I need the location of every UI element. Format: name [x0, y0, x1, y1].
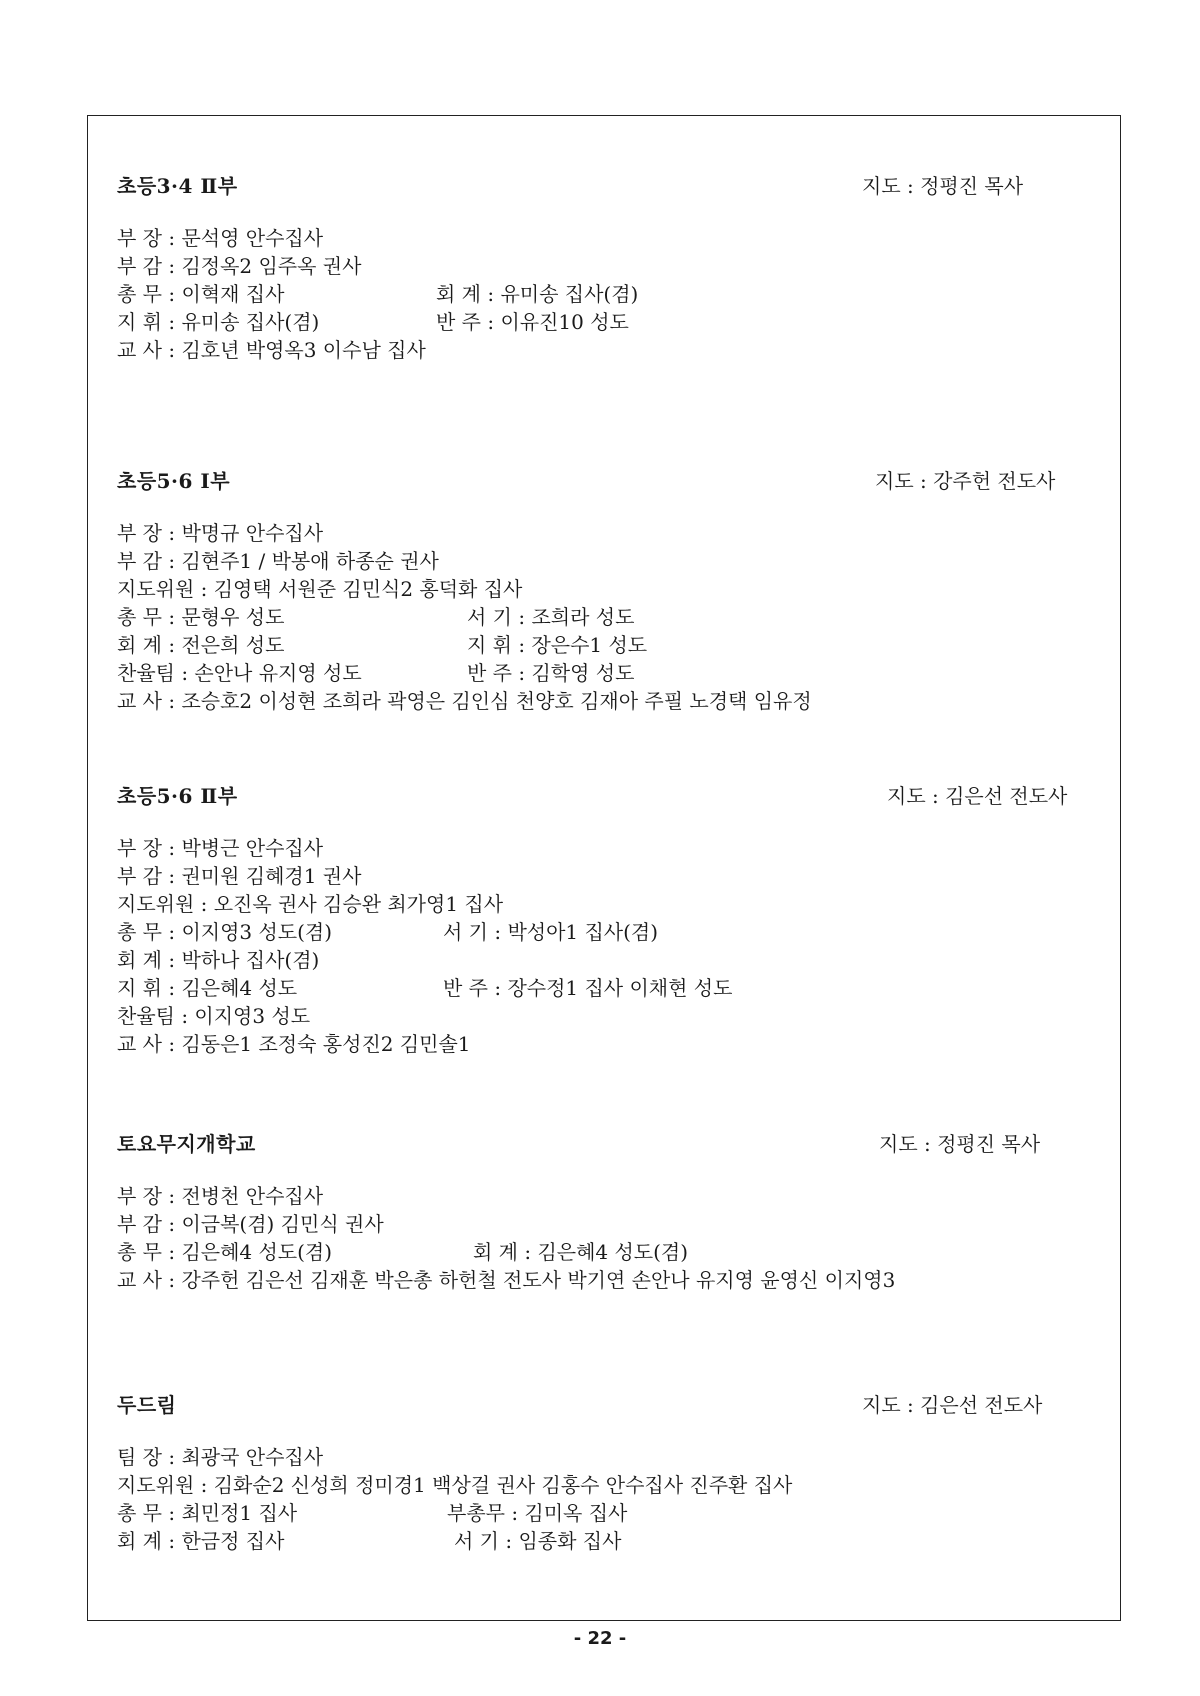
- section-title: 두드림: [117, 1393, 177, 1417]
- section-director: 지도 : 김은선 전도사: [887, 784, 1068, 808]
- member-line-left: 부 장 : 문석영 안수집사: [117, 226, 324, 250]
- member-line: [117, 1471, 792, 1499]
- member-line: [117, 659, 635, 687]
- member-line-right: 부총무 : 김미옥 집사: [447, 1501, 628, 1525]
- member-line-left: 총 무 : 이혁재 집사: [117, 282, 285, 306]
- member-line: [117, 1499, 628, 1527]
- member-line-left: 회 계 : 한금정 집사: [117, 1529, 285, 1553]
- member-line-left: 총 무 : 김은혜4 성도(겸): [117, 1240, 333, 1264]
- member-line-left: 부 감 : 김현주1 / 박봉애 하종순 권사: [117, 549, 439, 573]
- member-line: [117, 946, 319, 974]
- member-line-left: 총 무 : 최민정1 집사: [117, 1501, 298, 1525]
- member-line: [117, 252, 361, 280]
- member-line: [117, 1443, 323, 1471]
- member-line: [117, 519, 323, 547]
- member-line-left: 부 장 : 박명규 안수집사: [117, 521, 324, 545]
- member-line-left: 회 계 : 전은희 성도: [117, 633, 285, 657]
- member-line-right: 회 계 : 유미송 집사(겸): [436, 282, 639, 306]
- member-line-left: 부 감 : 권미원 김혜경1 권사: [117, 864, 362, 888]
- section-director: 지도 : 김은선 전도사: [862, 1393, 1043, 1417]
- member-line: [117, 862, 361, 890]
- member-line: [117, 280, 639, 308]
- member-line: [117, 974, 733, 1002]
- member-line-right: 반 주 : 이유진10 성도: [436, 310, 629, 334]
- member-line-left: 총 무 : 문형우 성도: [117, 605, 285, 629]
- member-line: [117, 575, 522, 603]
- member-line-right: 서 기 : 조희라 성도: [467, 605, 635, 629]
- member-line-left: 회 계 : 박하나 집사(겸): [117, 948, 320, 972]
- page-number: - 22 -: [573, 1628, 627, 1649]
- member-line: [117, 308, 629, 336]
- member-line: [117, 834, 323, 862]
- member-line-left: 부 감 : 김정옥2 임주옥 권사: [117, 254, 362, 278]
- member-line: [117, 603, 635, 631]
- member-line: [117, 1182, 323, 1210]
- member-line: [117, 1266, 895, 1294]
- member-line: [117, 890, 503, 918]
- section-title: 초등3·4 Ⅱ부: [117, 174, 238, 198]
- member-line-left: 찬율팀 : 이지영3 성도: [117, 1004, 311, 1028]
- member-line-left: 교 사 : 김호년 박영옥3 이수남 집사: [117, 338, 426, 362]
- member-line: [117, 336, 426, 364]
- member-line-left: 팀 장 : 최광국 안수집사: [117, 1445, 324, 1469]
- member-line-right: 서 기 : 임종화 집사: [454, 1529, 622, 1553]
- member-line-left: 지도위원 : 김화순2 신성희 정미경1 백상걸 권사 김홍수 안수집사 진주환 집사: [117, 1473, 793, 1497]
- member-line-left: 교 사 : 조승호2 이성현 조희라 곽영은 김인심 천양호 김재아 주필 노경택 임유정: [117, 689, 812, 713]
- member-line-left: 총 무 : 이지영3 성도(겸): [117, 920, 333, 944]
- member-line-left: 지 휘 : 유미송 집사(겸): [117, 310, 320, 334]
- member-line: [117, 918, 659, 946]
- member-line-left: 부 장 : 박병근 안수집사: [117, 836, 324, 860]
- member-line-right: 반 주 : 장수정1 집사 이채현 성도: [443, 976, 733, 1000]
- member-line: [117, 1002, 310, 1030]
- member-line-left: 교 사 : 김동은1 조정숙 홍성진2 김민솔1: [117, 1032, 471, 1056]
- member-line-right: 회 계 : 김은혜4 성도(겸): [473, 1240, 689, 1264]
- member-line: [117, 1238, 689, 1266]
- member-line-right: 서 기 : 박성아1 집사(겸): [443, 920, 659, 944]
- section-director: 지도 : 정평진 목사: [862, 174, 1024, 198]
- member-line-left: 부 감 : 이금복(겸) 김민식 권사: [117, 1212, 384, 1236]
- member-line-left: 지 휘 : 김은혜4 성도: [117, 976, 298, 1000]
- member-line: [117, 631, 648, 659]
- section-director: 지도 : 정평진 목사: [879, 1132, 1041, 1156]
- member-line: [117, 1030, 471, 1058]
- member-line: [117, 1527, 622, 1555]
- member-line-left: 지도위원 : 김영택 서원준 김민식2 홍덕화 집사: [117, 577, 523, 601]
- member-line-left: 부 장 : 전병천 안수집사: [117, 1184, 324, 1208]
- member-line-right: 지 휘 : 장은수1 성도: [467, 633, 648, 657]
- member-line-left: 찬율팀 : 손안나 유지영 성도: [117, 661, 362, 685]
- member-line: [117, 547, 439, 575]
- member-line-right: 반 주 : 김학영 성도: [467, 661, 635, 685]
- section-title: 초등5·6 Ⅱ부: [117, 784, 238, 808]
- member-line: [117, 1210, 384, 1238]
- member-line-left: 교 사 : 강주헌 김은선 김재훈 박은총 하헌철 전도사 박기연 손안나 유지영 윤영신 이지영3: [117, 1268, 896, 1292]
- section-title: 토요무지개학교: [117, 1132, 256, 1156]
- section-director: 지도 : 강주헌 전도사: [875, 469, 1056, 493]
- member-line-left: 지도위원 : 오진옥 권사 김승완 최가영1 집사: [117, 892, 504, 916]
- member-line: [117, 687, 812, 715]
- member-line: [117, 224, 323, 252]
- section-title: 초등5·6 Ⅰ부: [117, 469, 231, 493]
